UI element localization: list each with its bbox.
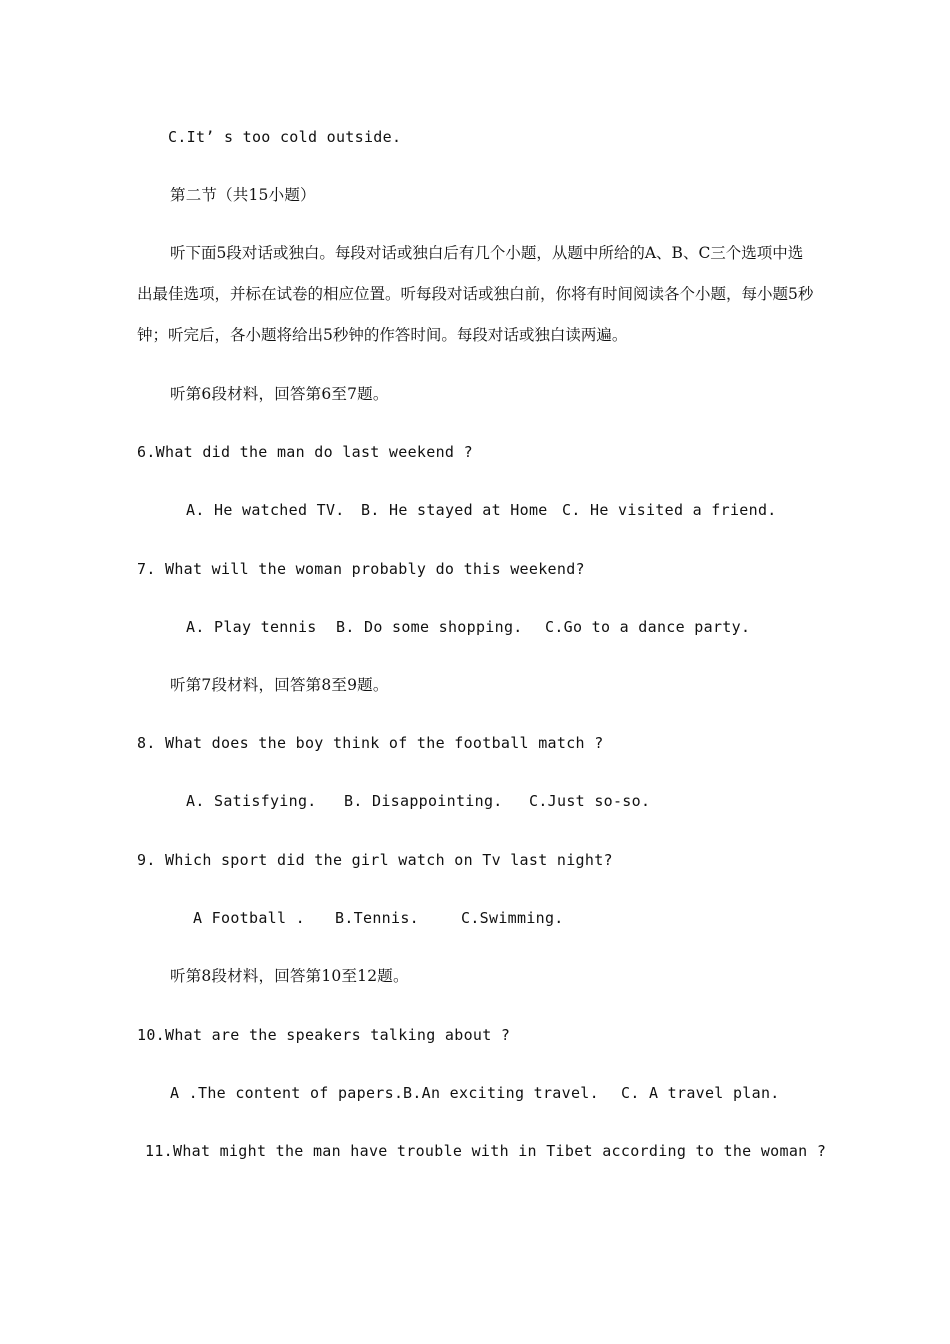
question-8-option-c: C.Just so-so. (529, 792, 651, 810)
question-8-option-a: A. Satisfying. (186, 792, 317, 810)
question-6-option-c: C. He visited a friend. (562, 501, 777, 519)
question-9: 9. Which sport did the girl watch on Tv last night? (137, 851, 613, 869)
question-10: 10.What are the speakers talking about ? (137, 1026, 511, 1044)
question-7-option-b: B. Do some shopping. (336, 618, 523, 636)
option-line: C.It’ s too cold outside. (168, 128, 402, 146)
question-11: 11.What might the man have trouble with in Tibet according to the woman ? (145, 1142, 827, 1160)
question-9-option-c: C.Swimming. (461, 909, 564, 927)
question-7-option-c: C.Go to a dance party. (545, 618, 751, 636)
question-10-option-a: A .The content of papers. (170, 1084, 404, 1102)
question-6-option-b: B. He stayed at Home (361, 501, 548, 519)
segment-heading-8: 听第8段材料，回答第10至12题。 (170, 967, 409, 985)
question-8-option-b: B. Disappointing. (344, 792, 503, 810)
segment-heading-7: 听第7段材料，回答第8至9题。 (170, 676, 389, 694)
question-8: 8. What does the boy think of the football match ? (137, 734, 604, 752)
question-10-option-b: B.An exciting travel. (403, 1084, 599, 1102)
instructions-paragraph: 听下面5段对话或独白。每段对话或独白后有几个小题，从题中所给的A、B、C三个选项中选出最佳选项，并标在试卷的相应位置。听每段对话或独白前，你将有时间阅读各个小题，每小题5秒钟；听完后，各小题将给出5秒钟的作答时间。每段对话或独白读两遍。 (137, 244, 814, 344)
question-10-option-c: C. A travel plan. (621, 1084, 780, 1102)
question-9-option-a: A Football . (193, 909, 305, 927)
segment-heading-6: 听第6段材料，回答第6至7题。 (170, 385, 389, 403)
question-7-option-a: A. Play tennis (186, 618, 317, 636)
question-6: 6.What did the man do last weekend ? (137, 443, 473, 461)
question-7: 7. What will the woman probably do this weekend? (137, 560, 585, 578)
question-6-option-a: A. He watched TV. (186, 501, 345, 519)
question-9-option-b: B.Tennis. (335, 909, 419, 927)
section-heading: 第二节（共15小题） (170, 186, 316, 204)
